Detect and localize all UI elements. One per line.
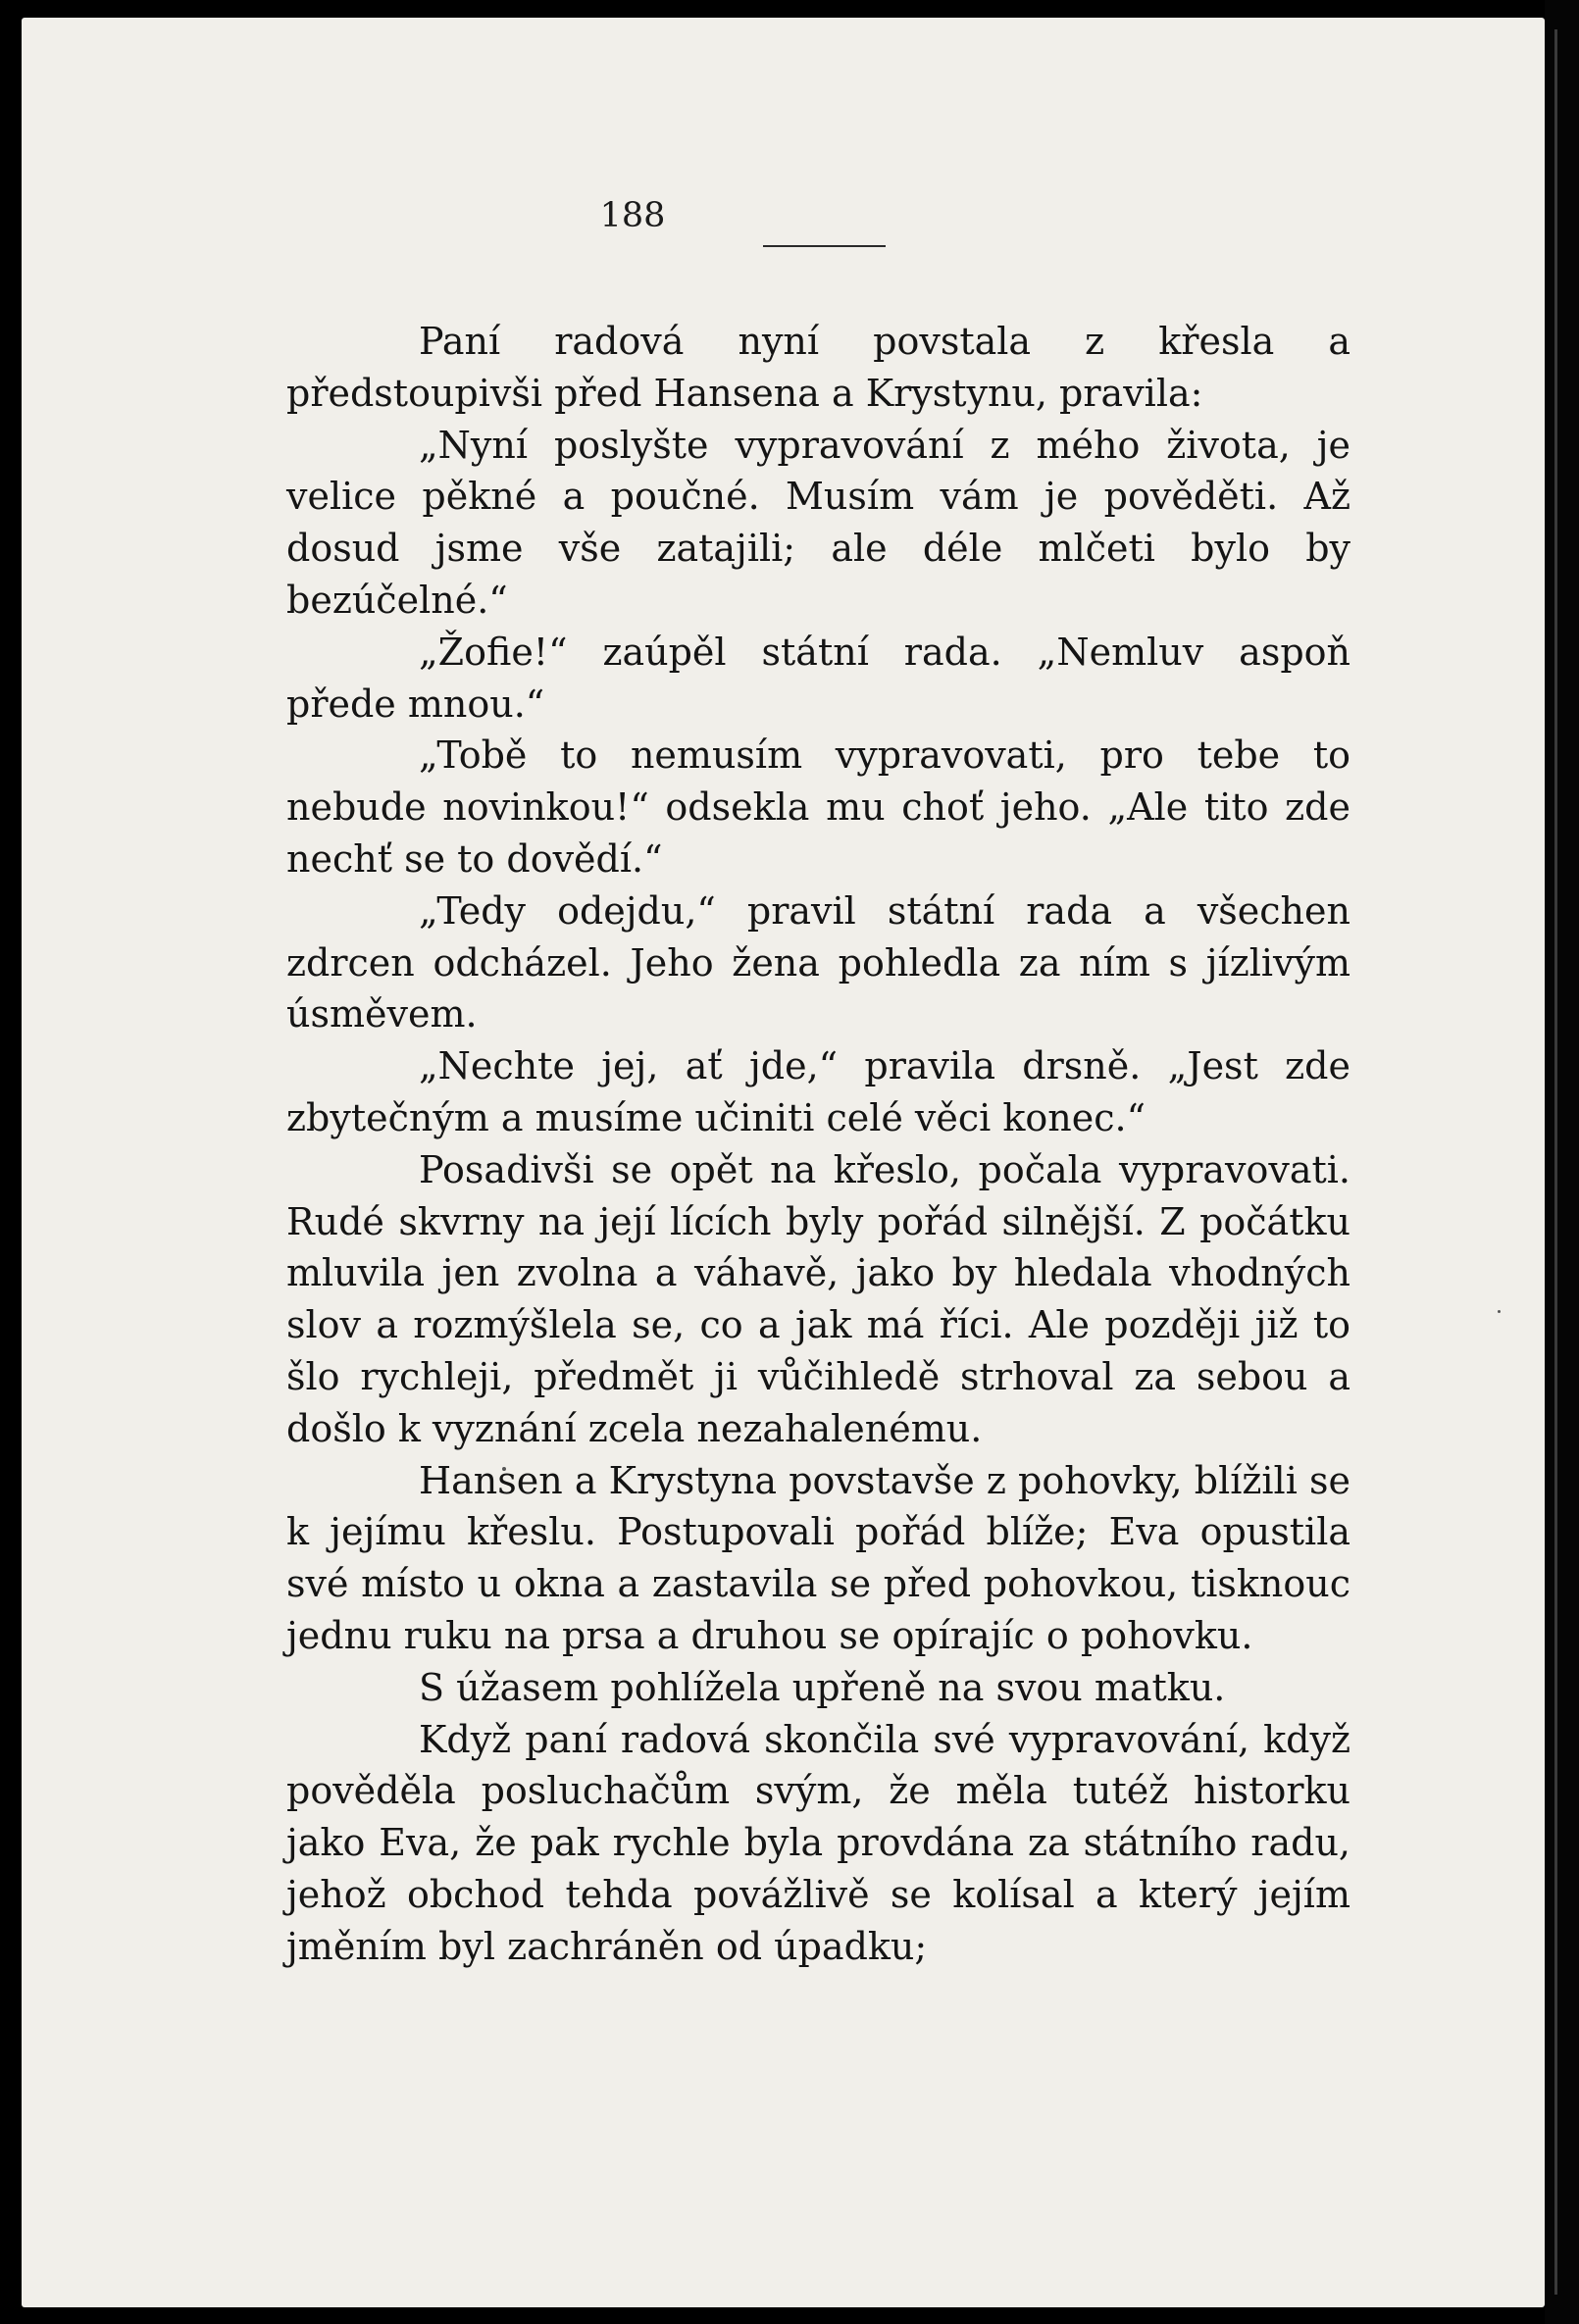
scan-edge-line <box>1554 29 1557 2295</box>
page-body-text <box>286 316 1350 1973</box>
page-number-rule <box>763 245 886 247</box>
paragraph: Hansen a Krystyna povstavše z pohovky, blížili se k jejímu křeslu. Postupovali pořád blíže; Eva opustila své místo u okna a zastavila se před pohovkou, tisknouc jednu ruku na prsa a druhou se opírajíc o pohovku. <box>286 1458 1350 1657</box>
paragraph: Když paní radová skončila své vypravování, když pověděla posluchačům svým, že měla tutéž historku jako Eva, že pak rychle byla provdána za státního radu, jehož obchod tehda povážlivě se kolísal a který jejím jměním byl zachráněn od úpadku; <box>286 1717 1350 1968</box>
paragraph: „Nyní poslyšte vypravování z mého života, je velice pěkné a poučné. Musím vám je pověděti. Až dosud jsme vše zatajili; ale déle mlčeti bylo by bezúčelné.“ <box>286 423 1350 622</box>
paragraph: „Nechte jej, ať jde,“ pravila drsně. „Jest zde zbytečným a musíme učiniti celé věci konec.“ <box>286 1044 1350 1139</box>
paragraph: S úžasem pohlížela upřeně na svou matku. <box>419 1665 1226 1709</box>
paragraph: Paní radová nyní povstala z křesla a předstoupivši před Hansena a Krystynu, pravila: <box>286 320 1350 415</box>
scan-border-right <box>1545 0 1579 2324</box>
paper-speck <box>1498 1310 1501 1313</box>
paragraph: „Žofie!“ zaúpěl státní rada. „Nemluv aspoň přede mnou.“ <box>286 630 1350 726</box>
page-number: 188 <box>599 196 666 235</box>
paragraph: Posadivši se opět na křeslo, počala vypravovati. Rudé skvrny na její lících byly pořád silnější. Z počátku mluvila jen zvolna a váhavě, jako by hledala vhodných slov a rozmýšlela se, co a jak má říci. Ale později již to šlo rychleji, předmět ji vůčihledě strhoval za sebou a došlo k vyznání zcela nezahalenému. <box>286 1147 1350 1450</box>
paragraph: „Tedy odejdu,“ pravil státní rada a všechen zdrcen odcházel. Jeho žena pohledla za ním s jízlivým úsměvem. <box>286 888 1350 1036</box>
paragraph: „Tobě to nemusím vypravovati, pro tebe to nebude novinkou!“ odsekla mu choť jeho. „Ale tito zde nechť se to dovědí.“ <box>286 733 1350 881</box>
